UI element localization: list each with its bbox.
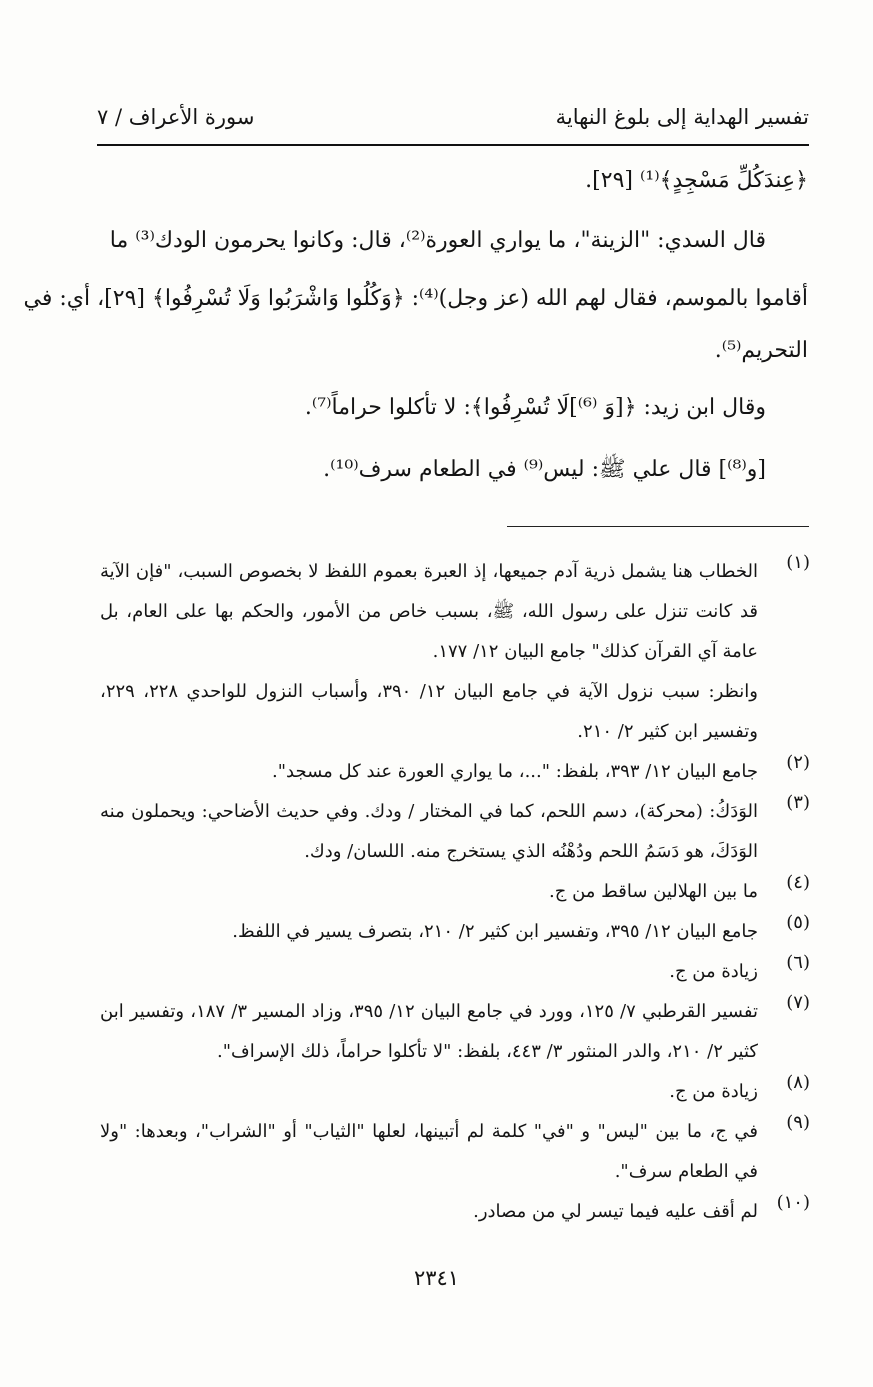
- footnote-number: (٦): [786, 952, 810, 973]
- paragraph-line: [و⁽⁸⁾] قال علي ﷺ: ليس⁽⁹⁾ في الطعام سرف⁽¹⁰⁾.: [323, 457, 766, 482]
- paragraph-line: التحريم⁽⁵⁾.: [714, 338, 808, 363]
- footnote-text: جامع البيان ١٢/ ٣٩٥، وتفسير ابن كثير ٢/ ٢١٠، بتصرف يسير في اللفظ.: [232, 921, 758, 942]
- verse-line: ﴿عِندَكُلِّ مَسْجِدٍ﴾⁽¹⁾ [٢٩].: [585, 168, 808, 193]
- footnote-separator: [507, 526, 809, 527]
- paragraph-line: قال السدي: "الزينة"، ما يواري العورة⁽²⁾، قال: وكانوا يحرمون الودك⁽³⁾ ما: [109, 228, 766, 253]
- surah-label: سورة الأعراف / ٧: [97, 105, 255, 129]
- header-rule: [97, 144, 809, 146]
- footnote-text: الخطاب هنا يشمل ذرية آدم جميعها، إذ العبرة بعموم اللفظ لا بخصوص السبب، "فإن الآية قد كانت تنزل على رسول الله، ﷺ، بسبب خاص من الأمور، والحكم بها على العام، بل عامة آي القرآن كذلك" جامع البيان ١٢/ ١٧٧.: [100, 561, 759, 662]
- footnote-number: (٧): [786, 992, 810, 1013]
- footnote-text: في ج، ما بين "ليس" و "في" كلمة لم أتبينها، لعلها "الثياب" أو "الشراب"، وبعدها: "ولا في الطعام سرف".: [100, 1121, 758, 1182]
- footnote-text: زيادة من ج.: [669, 1081, 758, 1102]
- footnote-text: ما بين الهلالين ساقط من ج.: [549, 881, 758, 902]
- footnote-number: (٩): [786, 1112, 810, 1133]
- footnote-text: زيادة من ج.: [669, 961, 758, 982]
- footnote-text: تفسير القرطبي ٧/ ١٢٥، وورد في جامع البيان ١٢/ ٣٩٥، وزاد المسير ٣/ ١٨٧، وتفسير ابن كثير ٢/ ٢١٠، والدر المنثور ٣/ ٤٤٣، بلفظ: "لا تأكلوا حراماً، ذلك الإسراف".: [100, 1001, 758, 1062]
- footnote-number: (٥): [786, 912, 810, 933]
- footnote-number: (٢): [786, 752, 810, 773]
- paragraph-line: أقاموا بالموسم، فقال لهم الله (عز وجل)⁽⁴⁾: ﴿وَكُلُوا وَاشْرَبُوا وَلَا تُسْرِفُوا﴾ [٢٩]، أي: في: [23, 286, 808, 311]
- footnote-number: (٨): [786, 1072, 810, 1093]
- footnote-text: الوَدَكُ: (محركة)، دسم اللحم، كما في المختار / ودك. وفي حديث الأضاحي: ويحملون منه الوَدَكَ، هو دَسَمُ اللحم ودُهْنُه الذي يستخرج منه. اللسان/ ودك.: [100, 801, 758, 862]
- footnote-number: (١): [786, 552, 810, 573]
- footnote-text: جامع البيان ١٢/ ٣٩٣، بلفظ: "...، ما يواري العورة عند كل مسجد".: [272, 761, 758, 782]
- page-number: ٢٣٤١: [413, 1266, 460, 1290]
- footnote-number: (٣): [786, 792, 810, 813]
- book-title: تفسير الهداية إلى بلوغ النهاية: [555, 105, 809, 129]
- footnote-number: (٤): [786, 872, 810, 893]
- running-header: [97, 100, 809, 134]
- footnote-text: وانظر: سبب نزول الآية في جامع البيان ١٢/ ٣٩٠، وأسباب النزول للواحدي ٢٢٨، ٢٢٩، وتفسير ابن كثير ٢/ ٢١٠.: [100, 681, 758, 742]
- paragraph-line: وقال ابن زيد: ﴿[وَ ⁽⁶⁾]لَا تُسْرِفُوا﴾: لا تأكلوا حراماً⁽⁷⁾.: [304, 395, 766, 420]
- footnote-text: لم أقف عليه فيما تيسر لي من مصادر.: [473, 1201, 758, 1222]
- footnote-number: (١٠): [776, 1192, 810, 1213]
